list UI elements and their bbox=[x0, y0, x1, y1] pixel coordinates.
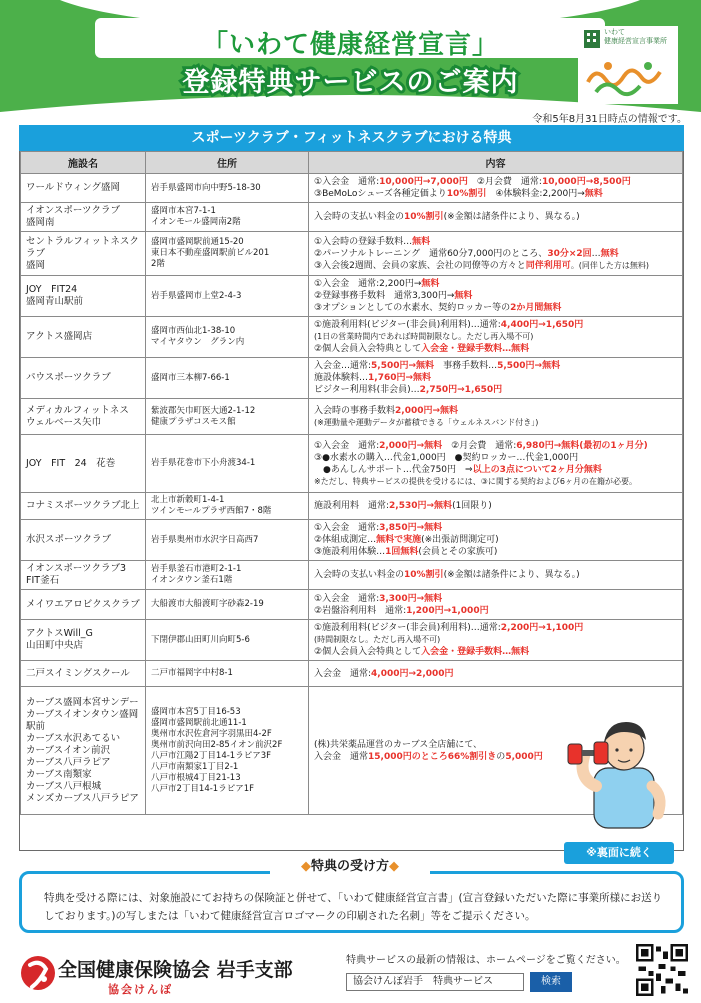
benefit-line bbox=[314, 646, 677, 658]
benefit-text: ①施設利用料(ビジター(非会員)利用料)…通常: bbox=[314, 320, 501, 330]
column-header-address: 住所 bbox=[146, 152, 309, 174]
table-row bbox=[21, 358, 683, 399]
benefit-line bbox=[314, 522, 677, 534]
benefit-text: ②月会費 通常: bbox=[467, 177, 542, 187]
benefit-highlight: 6,980円→無料(最初の1ヶ月分) bbox=[516, 440, 648, 451]
benefit-content bbox=[309, 232, 683, 276]
table-row bbox=[21, 590, 683, 620]
benefit-content bbox=[309, 317, 683, 358]
benefit-highlight: 4,400円→1,650円 bbox=[500, 320, 584, 330]
benefit-text: ①入会金 通常: bbox=[314, 523, 380, 533]
benefit-highlight: 1回無料 bbox=[385, 547, 419, 557]
benefit-text: (※出張訪問測定可) bbox=[421, 535, 499, 545]
benefit-text: ②パーソナルトレーニング 通常60分7,000円のところ、 bbox=[314, 248, 548, 259]
benefit-text: 事務手数料… bbox=[434, 361, 498, 371]
benefit-line bbox=[314, 534, 677, 546]
benefit-text: ②月会費 通常: bbox=[442, 440, 517, 451]
table-row bbox=[21, 493, 683, 520]
table-row bbox=[21, 203, 683, 232]
facility-name: セントラルフィットネスクラブ 盛岡 bbox=[21, 232, 146, 276]
benefit-content bbox=[309, 174, 683, 203]
benefit-text: (1回限り) bbox=[452, 501, 492, 511]
benefit-text: ①入会金 通常: bbox=[314, 440, 380, 451]
facility-address: 盛岡市三本柳7-66-1 bbox=[146, 358, 309, 399]
organization-name: 全国健康保険協会 岩手支部 bbox=[58, 959, 293, 981]
benefit-text: (時間制限なし。ただし再入場不可) bbox=[314, 635, 441, 644]
how-to-receive-title: ◆特典の受け方◆ bbox=[270, 857, 430, 877]
benefit-text: ①入会金 通常:2,200円→ bbox=[314, 279, 422, 289]
benefit-content bbox=[309, 520, 683, 561]
benefit-line bbox=[314, 384, 677, 396]
benefit-line bbox=[314, 248, 677, 260]
benefit-content bbox=[309, 590, 683, 620]
benefit-text: 入会金 通常: bbox=[314, 668, 372, 679]
benefit-line bbox=[314, 211, 677, 223]
column-header-facility: 施設名 bbox=[21, 152, 146, 174]
benefit-text: 入会金…通常: bbox=[314, 361, 372, 371]
benefit-highlight: 2,000円→無料 bbox=[395, 405, 459, 416]
table-header-row bbox=[21, 152, 683, 174]
benefit-line bbox=[314, 417, 677, 429]
benefit-text: 。(同伴した方は無料) bbox=[570, 260, 650, 270]
diamond-icon: ◆ bbox=[300, 859, 311, 874]
benefit-line bbox=[314, 464, 677, 476]
benefit-highlight: 5,000円 bbox=[505, 751, 543, 762]
benefit-line bbox=[314, 476, 677, 488]
benefit-highlight: 入会金・登録手数料…無料 bbox=[421, 647, 530, 657]
benefit-text: (※金額は諸条件により、異なる。) bbox=[443, 570, 580, 580]
table-row bbox=[21, 174, 683, 203]
facility-name: JOY FIT 24 花巻 bbox=[21, 435, 146, 493]
benefit-line bbox=[314, 290, 677, 302]
benefit-text: ①施設利用料(ビジター(非会員)利用料)…通常: bbox=[314, 623, 501, 633]
benefit-text: 入会時の支払い料金の bbox=[314, 212, 405, 222]
benefit-highlight: 無料 bbox=[421, 279, 440, 289]
benefit-highlight: 入会金・登録手数料…無料 bbox=[421, 344, 530, 354]
benefit-highlight: 無料で実施 bbox=[376, 535, 422, 545]
facility-address: 下閉伊郡山田町川向町5-6 bbox=[146, 620, 309, 661]
benefit-line bbox=[314, 500, 677, 512]
facility-address: 大船渡市大船渡町字砂森2-19 bbox=[146, 590, 309, 620]
column-header-content: 内容 bbox=[309, 152, 683, 174]
facility-address: 岩手県花巻市下小舟渡34-1 bbox=[146, 435, 309, 493]
kyokai-kenpo-logo-icon bbox=[20, 953, 56, 993]
benefit-line bbox=[314, 236, 677, 248]
facility-name: 二戸スイミングスクール bbox=[21, 661, 146, 687]
benefit-line bbox=[314, 278, 677, 290]
benefit-line bbox=[314, 440, 677, 452]
benefit-highlight: 1,760円→無料 bbox=[368, 373, 432, 383]
benefit-line bbox=[314, 569, 677, 581]
benefit-text: ④体験料金:2,200円→ bbox=[486, 189, 585, 199]
facility-name: アクトス盛岡店 bbox=[21, 317, 146, 358]
facility-name: イオンスポーツクラブ3 FIT釜石 bbox=[21, 561, 146, 590]
benefit-highlight: 無料 bbox=[584, 189, 603, 199]
facility-name: JOY FIT24 盛岡青山駅前 bbox=[21, 276, 146, 317]
benefit-highlight: 10,000円→7,000円 bbox=[379, 177, 468, 187]
benefit-line bbox=[314, 452, 677, 464]
benefit-highlight: 以上の3点について2ヶ月分無料 bbox=[472, 464, 602, 475]
facility-address: 岩手県盛岡市上堂2-4-3 bbox=[146, 276, 309, 317]
as-of-date: 令和5年8月31日時点の情報です。 bbox=[532, 114, 687, 125]
organization-subname: 協会けんぽ bbox=[108, 983, 173, 996]
benefit-highlight: 10%割引 bbox=[446, 189, 487, 199]
facility-address: 盛岡市本宮7-1-1 イオンモール盛岡南2階 bbox=[146, 203, 309, 232]
benefit-highlight: 無料 bbox=[454, 291, 473, 301]
table-row bbox=[21, 232, 683, 276]
facility-address: 二戸市福岡字中村8-1 bbox=[146, 661, 309, 687]
benefit-text: ●あんしんサポート…代金750円 ⇒ bbox=[314, 464, 473, 475]
benefit-highlight: 3,300円→無料 bbox=[379, 593, 443, 604]
facility-address: 岩手県奥州市水沢字日高西7 bbox=[146, 520, 309, 561]
facility-name: パウスポーツクラブ bbox=[21, 358, 146, 399]
benefit-text: ①入会金 通常: bbox=[314, 593, 380, 604]
benefit-text: 施設体験料… bbox=[314, 373, 369, 383]
qr-code-icon bbox=[636, 944, 688, 996]
facility-name: 水沢スポーツクラブ bbox=[21, 520, 146, 561]
facility-address: 岩手県釜石市港町2-1-1 イオンタウン釜石1階 bbox=[146, 561, 309, 590]
benefit-line bbox=[314, 343, 677, 355]
facility-address: 盛岡市本宮5丁目16-53 盛岡市盛岡駅前北通11-1 奥州市水沢佐倉河字羽黒田4-2F 奥州市前沢向田2-85イオン前沢2F 八戸市江陽2丁目14-1ラピア3F 八戸市南類家1丁目2-1 八戸市根城4丁目21-13 八戸市2丁目14-1ラピア1F bbox=[146, 687, 309, 815]
benefit-text: 入会時の事務手数料 bbox=[314, 405, 396, 416]
facility-name: アクトスWill_G 山田町中央店 bbox=[21, 620, 146, 661]
table-row bbox=[21, 661, 683, 687]
benefit-highlight: 同伴利用可 bbox=[525, 260, 571, 271]
table-row bbox=[21, 620, 683, 661]
continued-on-back-note: ※裏面に続く bbox=[564, 842, 674, 864]
benefit-highlight: 2,200円→1,100円 bbox=[500, 623, 584, 633]
facility-address: 岩手県盛岡市向中野5-18-30 bbox=[146, 174, 309, 203]
benefit-highlight: 2,530円→無料 bbox=[389, 501, 453, 511]
benefit-text: ②体組成測定… bbox=[314, 535, 377, 545]
facility-address: 北上市新穀町1-4-1 ツインモールプラザ西館7・8階 bbox=[146, 493, 309, 520]
search-button: 検索 bbox=[530, 972, 572, 992]
benefit-text: 施設利用料 通常: bbox=[314, 501, 390, 511]
benefit-line bbox=[314, 668, 677, 680]
benefit-text: (※金額は諸条件により、異なる。) bbox=[443, 212, 580, 222]
facility-name: コナミスポーツクラブ北上 bbox=[21, 493, 146, 520]
benefit-text: (会員とその家族可) bbox=[418, 547, 498, 557]
exercising-person-illustration bbox=[566, 706, 676, 846]
benefit-text: ビジター利用料(非会員)… bbox=[314, 385, 420, 395]
table-row bbox=[21, 276, 683, 317]
benefit-content bbox=[309, 203, 683, 232]
diamond-icon: ◆ bbox=[389, 859, 399, 874]
benefit-highlight: 15,000円のところ66%割引き bbox=[368, 751, 497, 762]
benefit-text: 入会時の支払い料金の bbox=[314, 570, 405, 580]
benefit-highlight: 10,000円→8,500円 bbox=[541, 177, 631, 187]
table-row bbox=[21, 561, 683, 590]
benefit-content bbox=[309, 435, 683, 493]
benefit-highlight: 30分×2回 bbox=[547, 248, 592, 259]
benefit-text: ②個人会員入会特典として bbox=[314, 344, 422, 354]
benefit-highlight: 4,000円→2,000円 bbox=[371, 668, 454, 679]
homepage-info: 特典サービスの最新の情報は、ホームページをご覧ください。 bbox=[346, 955, 626, 966]
benefit-highlight: 5,500円→無料 bbox=[371, 361, 435, 371]
benefit-text: (株)共栄薬品運営のカーブス全店舗にて、 bbox=[314, 739, 483, 750]
benefit-text: ※ただし、特典サービスの提供を受けるには、③に関する契約および6ヶ月の在籍が必要。 bbox=[314, 476, 637, 486]
benefit-text: ③●水素水の購入…代金1,000円 ●契約ロッカー…代金1,000円 bbox=[314, 452, 579, 463]
benefit-line bbox=[314, 176, 677, 188]
table-row bbox=[21, 435, 683, 493]
benefit-line bbox=[314, 331, 677, 343]
benefit-line bbox=[314, 546, 677, 558]
search-keyword-box: 協会けんぽ岩手 特典サービス bbox=[346, 973, 524, 991]
facility-name: メディカルフィットネス ウェルベース矢巾 bbox=[21, 399, 146, 435]
benefit-line bbox=[314, 634, 677, 646]
logo-text: いわて 健康経営宣言事業所 bbox=[604, 28, 667, 45]
table-row bbox=[21, 399, 683, 435]
benefit-highlight: 無料 bbox=[412, 236, 431, 247]
benefit-text: ①入会金 通常: bbox=[314, 177, 380, 187]
title-line2: 登録特典サービスのご案内 bbox=[182, 67, 519, 98]
benefit-text: ③BeMoLoシューズ各種定価より bbox=[314, 189, 447, 199]
benefit-content bbox=[309, 620, 683, 661]
benefit-line bbox=[314, 260, 677, 272]
facility-name: イオンスポーツクラブ 盛岡南 bbox=[21, 203, 146, 232]
benefit-line bbox=[314, 405, 677, 417]
facility-name: カーブス盛岡本宮サンデー カーブスイオンタウン盛岡駅前 カーブス水沢あてるい カーブスイオン前沢 カーブス八戸ラピア カーブス南類家 カーブス八戸根城 メンズカーブス八戸ラピア bbox=[21, 687, 146, 815]
section-title: スポーツクラブ・フィットネスクラブにおける特典 bbox=[19, 125, 684, 151]
benefit-highlight: 2,750円→1,650円 bbox=[419, 385, 503, 395]
benefit-text: … bbox=[591, 248, 601, 259]
facility-name: メイワエアロビクスクラブ bbox=[21, 590, 146, 620]
benefit-highlight: 10%割引 bbox=[404, 570, 444, 580]
benefit-line bbox=[314, 593, 677, 605]
benefit-line bbox=[314, 622, 677, 634]
benefit-line bbox=[314, 319, 677, 331]
benefit-highlight: 2か月間無料 bbox=[510, 303, 562, 313]
benefit-text: ③オプションとしての水素水、契約ロッカー等の bbox=[314, 303, 511, 313]
facility-address: 盛岡市西仙北1-38-10 マイヤタウン グラン内 bbox=[146, 317, 309, 358]
benefit-content bbox=[309, 276, 683, 317]
benefit-highlight: 無料 bbox=[600, 248, 619, 259]
benefit-line bbox=[314, 302, 677, 314]
facility-address: 盛岡市盛岡駅前通15-20 東日本不動産盛岡駅前ビル201 2階 bbox=[146, 232, 309, 276]
benefit-text: ③施設利用体験… bbox=[314, 547, 386, 557]
benefit-text: ③入会後2週間、会員の家族、会社の同僚等の方々と bbox=[314, 260, 526, 271]
benefit-content bbox=[309, 358, 683, 399]
facility-address: 紫波郡矢巾町医大通2-1-12 健康プラザコスモス館 bbox=[146, 399, 309, 435]
table-row bbox=[21, 317, 683, 358]
benefit-highlight: 3,850円→無料 bbox=[379, 523, 443, 533]
benefit-highlight: 1,200円→1,000円 bbox=[406, 605, 489, 616]
benefit-line bbox=[314, 605, 677, 617]
benefit-line bbox=[314, 188, 677, 200]
benefit-content bbox=[309, 493, 683, 520]
benefit-text: (1日の営業時間内であれば時間制限なし。ただし再入場不可) bbox=[314, 332, 534, 341]
benefit-text: 入会金 通常 bbox=[314, 751, 369, 762]
benefit-text: の bbox=[496, 751, 506, 762]
kenko-keiei-logo bbox=[578, 26, 678, 104]
benefit-text: ②登録事務手数料 通常3,300円→ bbox=[314, 291, 455, 301]
benefit-text: ①入会時の登録手数料… bbox=[314, 236, 413, 247]
facility-name: ワールドウィング盛岡 bbox=[21, 174, 146, 203]
title-line1: 「いわて健康経営宣言」 bbox=[201, 30, 499, 60]
benefit-highlight: 5,500円→無料 bbox=[497, 361, 561, 371]
benefit-highlight: 2,000円→無料 bbox=[379, 440, 443, 451]
benefit-content bbox=[309, 561, 683, 590]
benefit-content bbox=[309, 399, 683, 435]
benefit-line bbox=[314, 372, 677, 384]
header-banner bbox=[0, 0, 701, 125]
benefit-highlight: 10%割引 bbox=[404, 212, 444, 222]
benefit-text: ②岩盤浴利用料 通常: bbox=[314, 605, 407, 616]
how-to-receive-text: 特典を受ける際には、対象施設にてお持ちの保険証と併せて、「いわて健康経営宣言書」(宣言登録いただいた際に事業所様にお送りしております。)の写しまたは「いわて健康経営宣言ロゴマークの印刷された名刺」等をご提示ください。 bbox=[44, 892, 663, 922]
benefit-text: (※運動量や運動データが蓄積できる「ウェルネスバンド付き」) bbox=[314, 417, 539, 427]
benefit-content bbox=[309, 661, 683, 687]
table-row bbox=[21, 520, 683, 561]
benefit-text: ②個人会員入会特典として bbox=[314, 647, 422, 657]
benefit-line bbox=[314, 360, 677, 372]
